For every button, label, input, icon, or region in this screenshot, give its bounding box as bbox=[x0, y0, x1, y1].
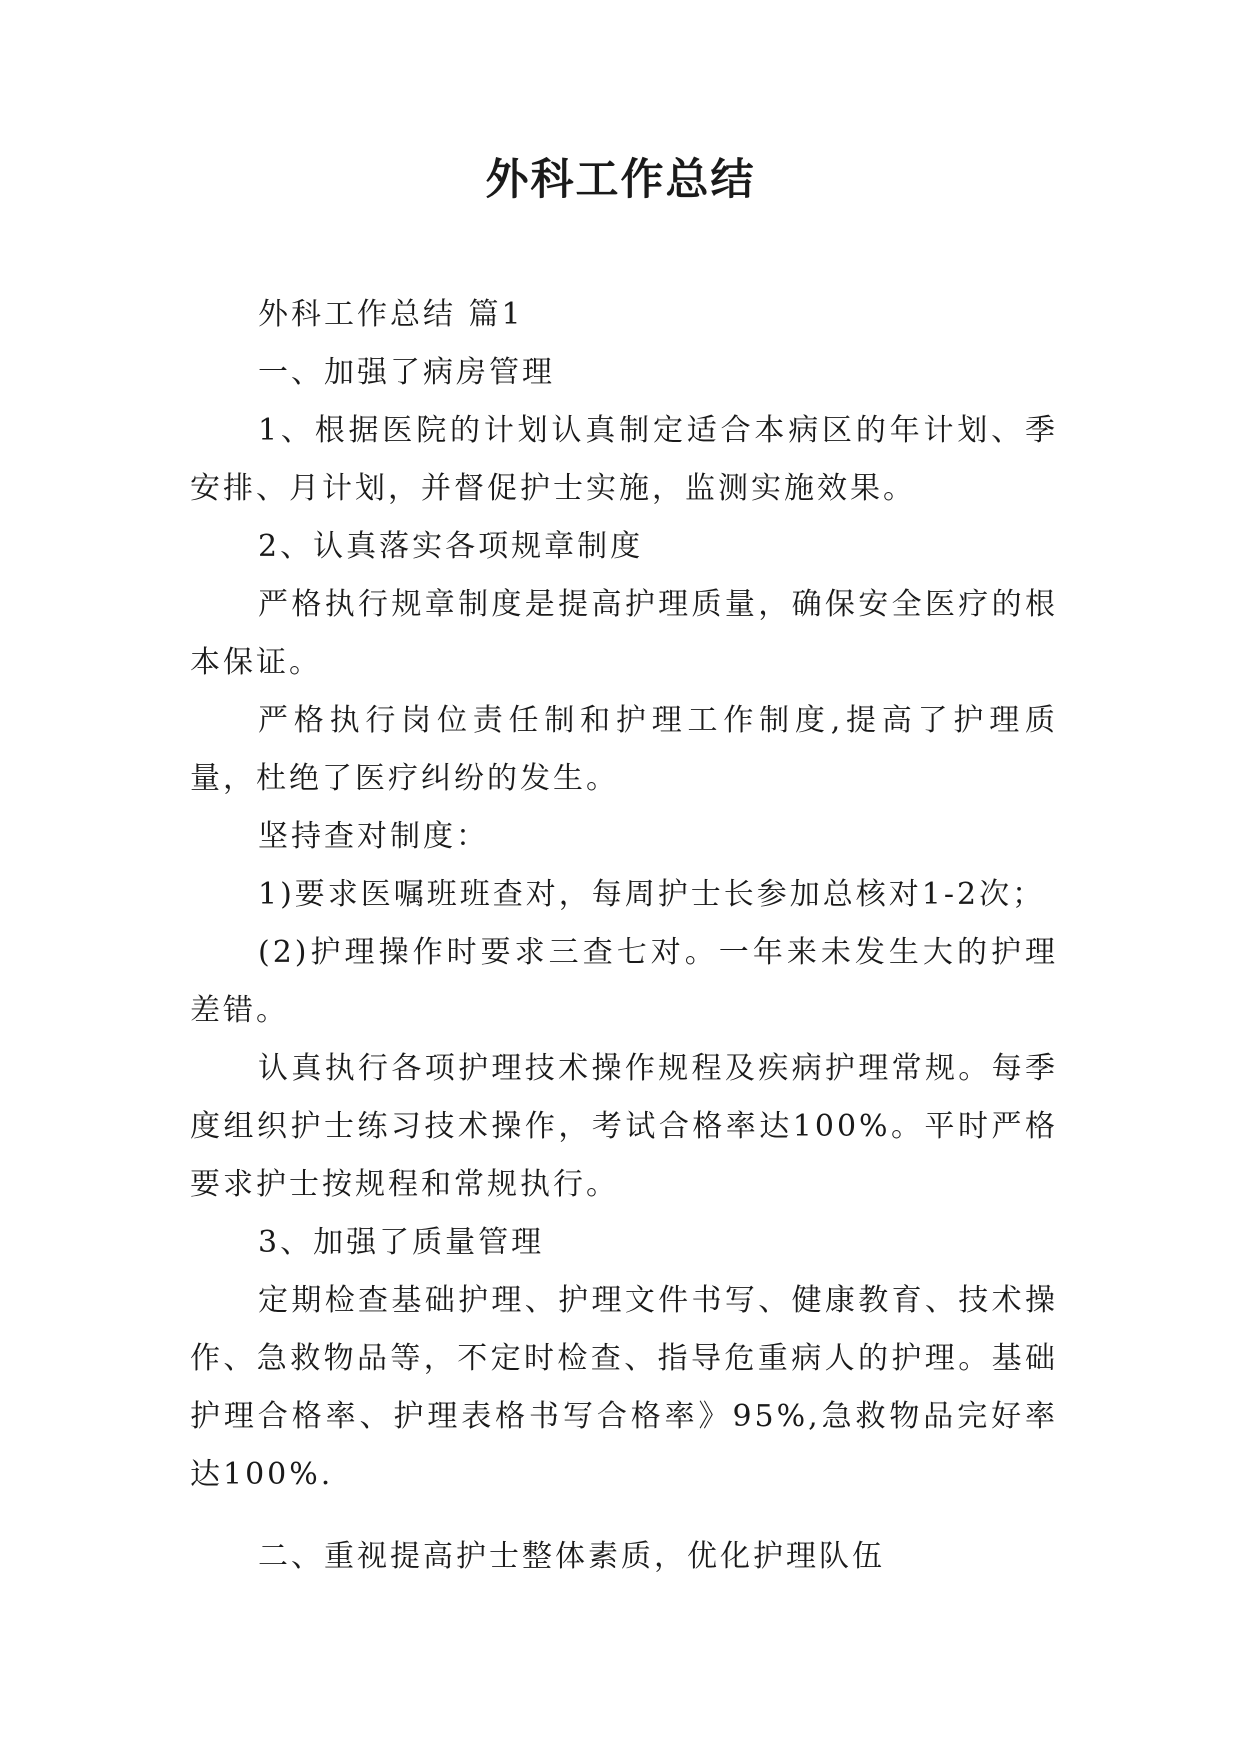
document-body bbox=[190, 286, 1058, 1586]
paragraph-section-heading: 外科工作总结 篇1 bbox=[258, 297, 524, 332]
document-title: 外科工作总结 bbox=[485, 155, 756, 205]
paragraph-heading-regulations: 2、认真落实各项规章制度 bbox=[258, 529, 644, 564]
paragraph-heading-nurse-quality: 二、重视提高护士整体素质，优化护理队伍 bbox=[258, 1539, 885, 1574]
paragraph-heading-ward-management: 一、加强了病房管理 bbox=[258, 355, 555, 390]
paragraph-check-system: 坚持查对制度： bbox=[258, 819, 489, 854]
paragraph-heading-quality-management: 3、加强了质量管理 bbox=[258, 1225, 545, 1260]
paragraph-check-item-1: 1)要求医嘱班班查对，每周护士长参加总核对1-2次； bbox=[258, 877, 1046, 912]
paragraph-regulations-quality: 严格执行规章制度是提高护理质量，确保安全医疗的根本保证。 bbox=[190, 587, 1058, 680]
paragraph-check-item-2: (2)护理操作时要求三查七对。一年来未发生大的护理差错。 bbox=[190, 935, 1058, 1028]
paragraph-spacer bbox=[190, 1504, 1058, 1528]
paragraph-inspection: 定期检查基础护理、护理文件书写、健康教育、技术操作、急救物品等，不定时检查、指导危重病人的护理。基础护理合格率、护理表格书写合格率》95%,急救物品完好率达100%. bbox=[190, 1283, 1058, 1492]
paragraph-plan: 1、根据医院的计划认真制定适合本病区的年计划、季安排、月计划，并督促护士实施，监测实施效果。 bbox=[190, 413, 1058, 506]
paragraph-technical-operation: 认真执行各项护理技术操作规程及疾病护理常规。每季度组织护士练习技术操作，考试合格率达100%。平时严格要求护士按规程和常规执行。 bbox=[190, 1051, 1058, 1202]
paragraph-responsibility: 严格执行岗位责任制和护理工作制度,提高了护理质量，杜绝了医疗纠纷的发生。 bbox=[190, 703, 1058, 796]
